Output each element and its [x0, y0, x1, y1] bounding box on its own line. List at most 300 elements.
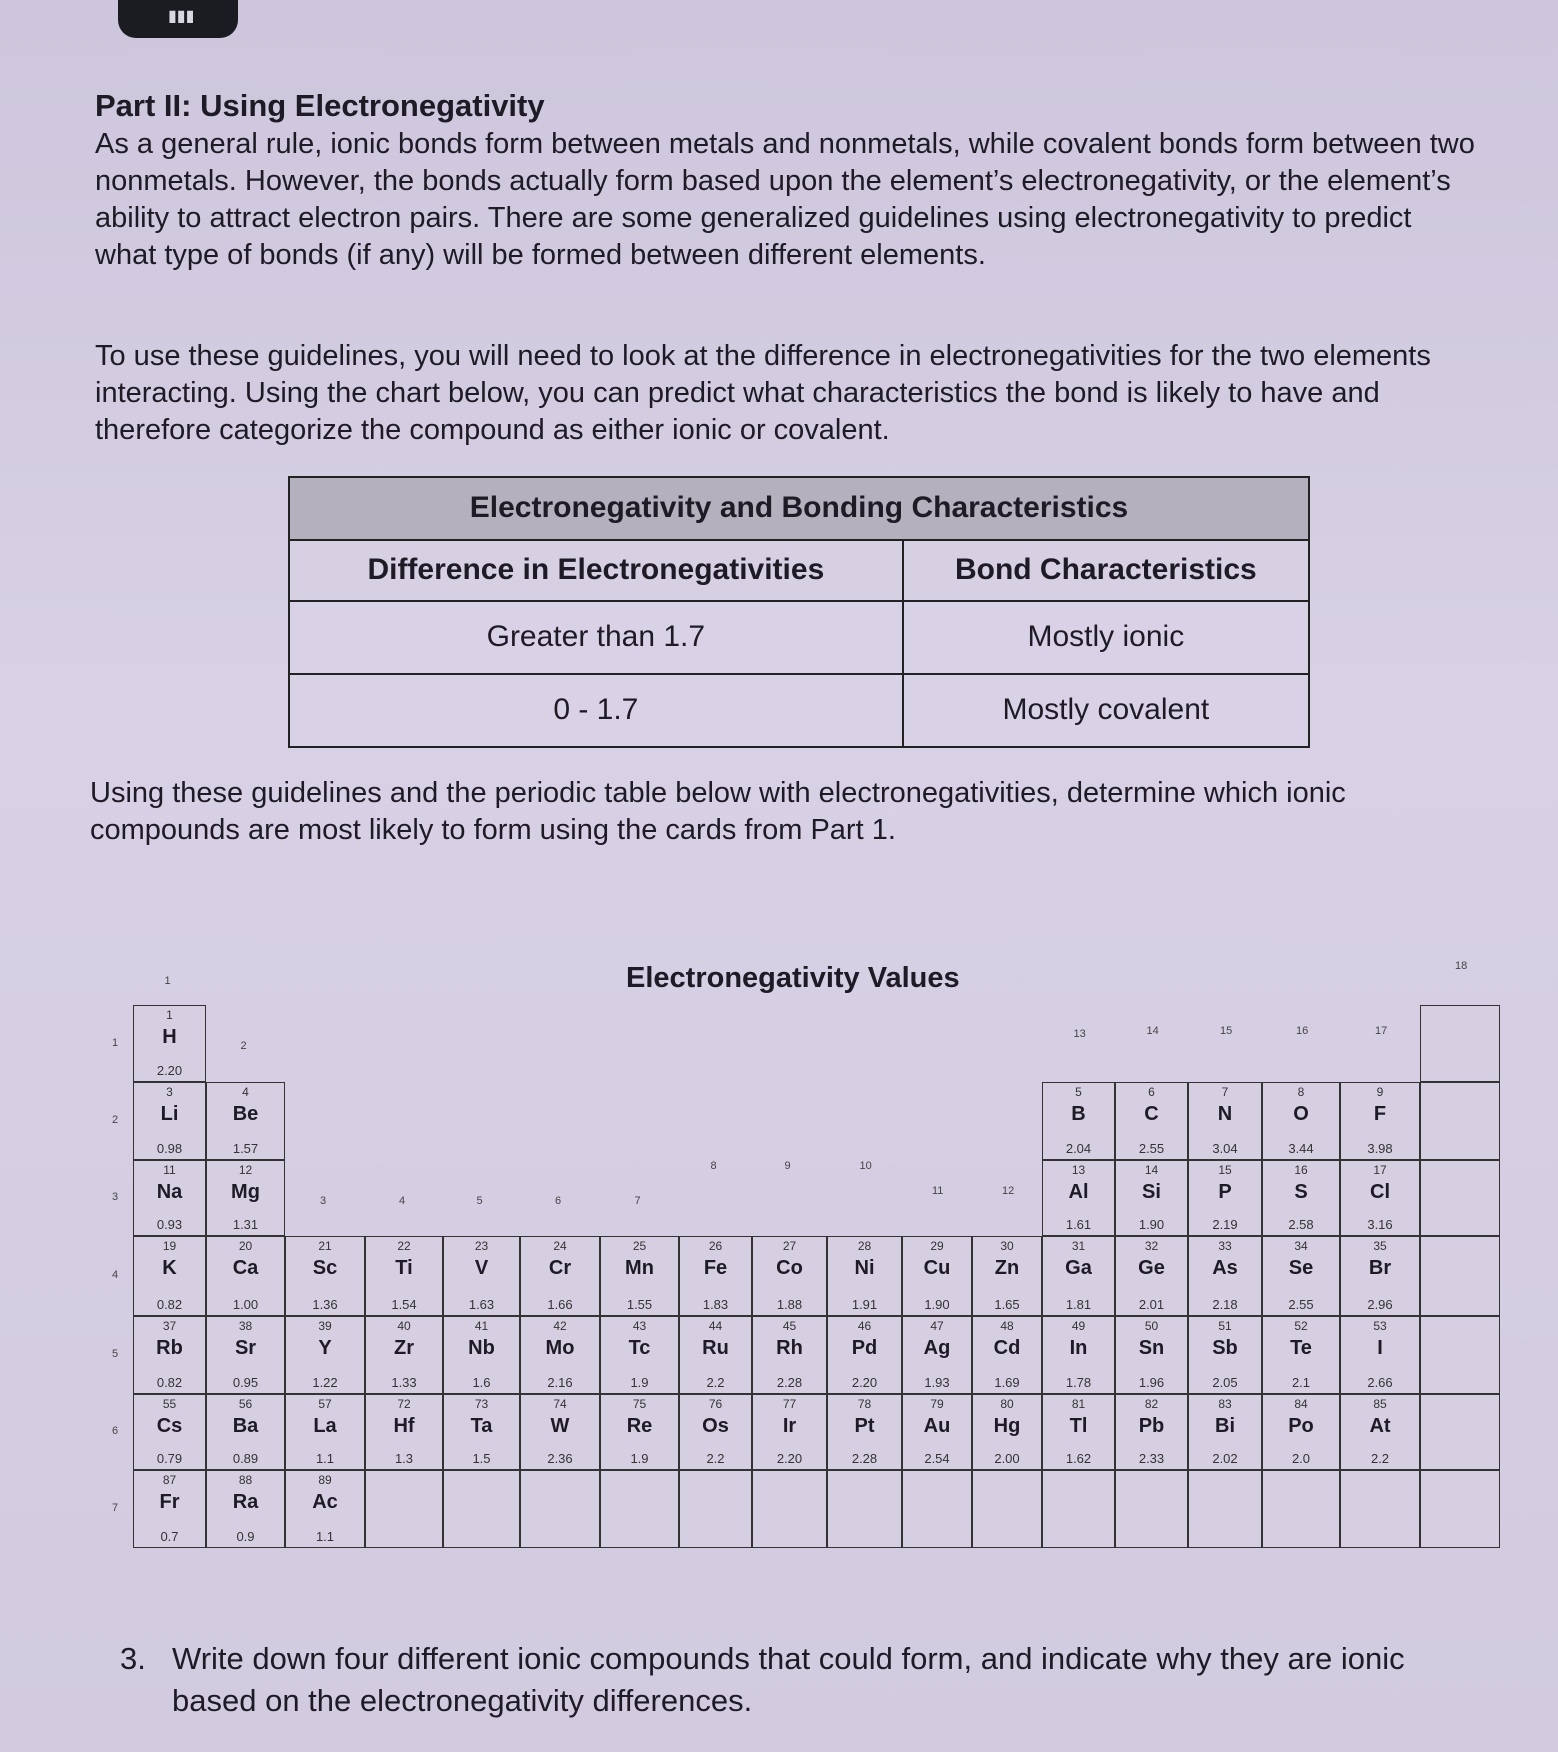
element-electronegativity: 0.82	[156, 1375, 183, 1390]
element-symbol: Co	[776, 1257, 803, 1279]
element-number: 3	[166, 1085, 173, 1099]
empty-cell	[600, 1470, 679, 1548]
element-symbol: Zn	[994, 1257, 1020, 1279]
empty-cell	[1262, 1470, 1340, 1548]
element-number: 55	[162, 1397, 177, 1411]
group-label: 4	[399, 1195, 406, 1207]
element-number: 9	[1376, 1085, 1384, 1099]
element-electronegativity: 2.28	[851, 1451, 878, 1466]
element-electronegativity: 1.62	[1065, 1451, 1092, 1466]
element-number: 79	[930, 1397, 944, 1411]
element-electronegativity: 3.04	[1212, 1141, 1238, 1156]
element-number: 14	[1144, 1163, 1159, 1177]
group-label: 18	[1455, 960, 1468, 972]
element-number: 53	[1373, 1319, 1387, 1333]
element-electronegativity: 0.89	[232, 1451, 259, 1466]
element-cell	[1042, 1236, 1115, 1316]
table-cell: 0 - 1.7	[289, 674, 903, 747]
group-label: 9	[784, 1160, 791, 1172]
element-number: 85	[1373, 1397, 1387, 1411]
element-electronegativity: 0.79	[156, 1451, 183, 1466]
element-symbol: Cr	[548, 1257, 572, 1279]
element-number: 26	[708, 1239, 723, 1253]
element-electronegativity: 2.18	[1212, 1297, 1238, 1312]
group-label: 13	[1073, 1028, 1086, 1040]
element-symbol: Hg	[993, 1415, 1021, 1437]
element-number: 47	[930, 1319, 944, 1333]
element-symbol: Mo	[545, 1337, 575, 1359]
element-cell	[1115, 1160, 1188, 1236]
element-symbol: As	[1212, 1257, 1238, 1279]
element-symbol: P	[1218, 1181, 1232, 1203]
element-number: 43	[632, 1319, 647, 1333]
element-cell	[443, 1316, 520, 1394]
element-electronegativity: 1.78	[1065, 1375, 1092, 1390]
element-electronegativity: 1.57	[232, 1141, 259, 1156]
element-electronegativity: 1.90	[924, 1297, 950, 1312]
element-symbol: Ir	[782, 1415, 797, 1437]
element-electronegativity: 1.6	[472, 1375, 491, 1390]
element-electronegativity: 1.22	[312, 1375, 338, 1390]
element-cell	[1115, 1082, 1188, 1160]
element-symbol: Sr	[234, 1337, 257, 1359]
element-electronegativity: 1.9	[630, 1375, 649, 1390]
element-symbol: Fr	[159, 1491, 180, 1513]
element-symbol: K	[162, 1257, 177, 1279]
element-symbol: Ru	[702, 1337, 729, 1359]
element-cell	[1262, 1316, 1340, 1394]
element-symbol: In	[1069, 1337, 1088, 1359]
element-cell	[1115, 1316, 1188, 1394]
empty-cell	[902, 1470, 972, 1548]
element-electronegativity: 1.54	[391, 1297, 417, 1312]
element-symbol: Bi	[1215, 1415, 1235, 1437]
element-symbol: Cu	[923, 1257, 951, 1279]
element-number: 28	[857, 1239, 872, 1253]
element-number: 5	[1075, 1085, 1082, 1099]
element-cell	[972, 1316, 1042, 1394]
group-label: 11	[932, 1185, 944, 1197]
element-symbol: Ba	[232, 1415, 259, 1437]
empty-cell	[1115, 1470, 1188, 1548]
element-symbol: Mn	[625, 1257, 654, 1279]
element-cell	[206, 1160, 285, 1236]
element-cell	[365, 1236, 443, 1316]
element-number: 83	[1218, 1397, 1232, 1411]
element-cell	[972, 1236, 1042, 1316]
element-cell	[365, 1316, 443, 1394]
element-cell	[285, 1236, 365, 1316]
element-symbol: Ni	[854, 1257, 875, 1279]
element-electronegativity: 2.02	[1212, 1451, 1238, 1466]
element-symbol: Al	[1068, 1181, 1089, 1203]
element-symbol: O	[1293, 1103, 1309, 1125]
element-symbol: Te	[1290, 1337, 1312, 1359]
empty-cell	[1420, 1470, 1500, 1548]
element-electronegativity: 2.00	[994, 1451, 1020, 1466]
element-electronegativity: 2.2	[706, 1375, 725, 1390]
group-label: 12	[1002, 1185, 1015, 1197]
element-number: 33	[1218, 1239, 1232, 1253]
element-number: 81	[1071, 1397, 1086, 1411]
element-number: 20	[238, 1239, 253, 1253]
element-electronegativity: 1.33	[391, 1375, 417, 1390]
element-number: 38	[238, 1319, 253, 1333]
empty-cell	[1188, 1470, 1262, 1548]
element-symbol: Tc	[628, 1337, 651, 1359]
period-label: 5	[112, 1348, 119, 1360]
group-label: 5	[476, 1195, 483, 1207]
element-number: 46	[857, 1319, 872, 1333]
element-number: 89	[318, 1473, 332, 1487]
element-symbol: Re	[626, 1415, 653, 1437]
element-cell	[365, 1394, 443, 1470]
element-number: 12	[238, 1163, 253, 1177]
group-label: 7	[634, 1195, 641, 1207]
element-cell	[285, 1316, 365, 1394]
element-electronegativity: 1.90	[1138, 1217, 1165, 1232]
element-cell	[827, 1394, 902, 1470]
element-number: 52	[1294, 1319, 1308, 1333]
element-cell	[827, 1316, 902, 1394]
element-number: 72	[397, 1397, 411, 1411]
element-symbol: Si	[1142, 1181, 1161, 1203]
element-electronegativity: 1.61	[1065, 1217, 1092, 1232]
element-electronegativity: 2.04	[1065, 1141, 1092, 1156]
element-cell	[1115, 1236, 1188, 1316]
group-label: 10	[859, 1160, 872, 1172]
element-number: 41	[474, 1319, 489, 1333]
element-cell	[206, 1082, 285, 1160]
element-cell	[1042, 1316, 1115, 1394]
period-label: 3	[112, 1191, 119, 1203]
element-electronegativity: 1.88	[776, 1297, 803, 1312]
empty-cell	[1420, 1160, 1500, 1236]
element-cell	[1188, 1236, 1262, 1316]
element-symbol: N	[1217, 1103, 1233, 1125]
section-title: Part II: Using Electronegativity	[95, 88, 545, 123]
element-cell	[1042, 1394, 1115, 1470]
element-cell	[285, 1470, 365, 1548]
element-cell	[133, 1316, 206, 1394]
element-electronegativity: 2.05	[1212, 1375, 1238, 1390]
table-cell: Mostly ionic	[903, 601, 1309, 674]
element-symbol: Sn	[1138, 1337, 1165, 1359]
period-label: 6	[112, 1425, 119, 1437]
group-label: 16	[1296, 1025, 1309, 1037]
element-electronegativity: 1.91	[851, 1297, 878, 1312]
element-electronegativity: 1.66	[547, 1297, 573, 1312]
element-electronegativity: 2.0	[1291, 1451, 1311, 1466]
element-symbol: Na	[156, 1181, 183, 1203]
element-number: 76	[708, 1397, 723, 1411]
element-electronegativity: 0.98	[156, 1141, 183, 1156]
empty-cell	[443, 1470, 520, 1548]
table-cell: Greater than 1.7	[289, 601, 903, 674]
element-symbol: Nb	[468, 1337, 495, 1359]
element-electronegativity: 2.20	[156, 1063, 183, 1078]
element-symbol: F	[1373, 1103, 1387, 1125]
element-cell	[1262, 1236, 1340, 1316]
element-symbol: Sb	[1212, 1337, 1238, 1359]
element-number: 24	[553, 1239, 567, 1253]
element-cell	[206, 1394, 285, 1470]
group-label: 2	[240, 1040, 247, 1052]
element-electronegativity: 2.54	[924, 1451, 950, 1466]
empty-cell	[1420, 1394, 1500, 1470]
element-symbol: Ac	[312, 1491, 338, 1513]
element-electronegativity: 2.01	[1138, 1297, 1165, 1312]
element-symbol: Mg	[231, 1181, 260, 1203]
empty-cell	[1042, 1470, 1115, 1548]
element-symbol: W	[550, 1415, 570, 1437]
element-number: 75	[632, 1397, 647, 1411]
element-symbol: Pt	[854, 1415, 875, 1437]
element-electronegativity: 1.81	[1065, 1297, 1092, 1312]
element-cell	[520, 1394, 600, 1470]
element-number: 1	[166, 1008, 173, 1022]
element-symbol: Sc	[312, 1257, 338, 1279]
element-number: 50	[1144, 1319, 1159, 1333]
element-cell	[520, 1236, 600, 1316]
element-cell	[600, 1394, 679, 1470]
element-number: 11	[163, 1163, 176, 1177]
element-symbol: Cd	[993, 1337, 1021, 1359]
element-number: 32	[1144, 1239, 1159, 1253]
element-number: 35	[1373, 1239, 1387, 1253]
element-symbol: S	[1294, 1181, 1308, 1203]
element-cell	[1188, 1316, 1262, 1394]
element-cell	[133, 1005, 206, 1082]
group-label: 1	[164, 975, 171, 987]
element-electronegativity: 3.98	[1367, 1141, 1393, 1156]
element-electronegativity: 1.83	[702, 1297, 729, 1312]
element-electronegativity: 1.00	[232, 1297, 259, 1312]
element-symbol: Zr	[394, 1337, 414, 1359]
group-label: 17	[1375, 1025, 1388, 1037]
empty-cell	[1420, 1316, 1500, 1394]
element-number: 39	[318, 1319, 332, 1333]
element-number: 51	[1218, 1319, 1232, 1333]
element-cell	[206, 1316, 285, 1394]
element-electronegativity: 0.93	[156, 1217, 183, 1232]
element-number: 23	[474, 1239, 489, 1253]
element-symbol: Ca	[232, 1257, 259, 1279]
element-electronegativity: 0.7	[160, 1529, 179, 1544]
question-text: Write down four different ionic compounds that could form, and indicate why they are ionic based on the electronegativity differences.	[172, 1641, 1405, 1718]
element-electronegativity: 1.31	[232, 1217, 259, 1232]
element-number: 21	[318, 1239, 332, 1253]
period-label: 1	[112, 1036, 119, 1049]
element-symbol: C	[1144, 1103, 1159, 1125]
empty-cell	[1420, 1236, 1500, 1316]
bonding-table-header: Bond Characteristics	[903, 540, 1309, 601]
element-number: 17	[1373, 1163, 1387, 1177]
element-cell	[1115, 1394, 1188, 1470]
element-cell	[1042, 1082, 1115, 1160]
element-number: 87	[162, 1473, 177, 1487]
element-cell	[752, 1236, 827, 1316]
element-symbol: Au	[923, 1415, 951, 1437]
empty-cell	[1420, 1005, 1500, 1082]
element-cell	[1340, 1082, 1420, 1160]
element-number: 37	[162, 1319, 177, 1333]
element-electronegativity: 2.55	[1138, 1141, 1165, 1156]
bonding-table-title: Electronegativity and Bonding Characteristics	[289, 477, 1309, 540]
group-label: 15	[1220, 1025, 1233, 1037]
element-symbol: Rb	[156, 1337, 183, 1359]
empty-cell	[1420, 1082, 1500, 1160]
element-number: 19	[162, 1239, 177, 1253]
element-number: 30	[1000, 1239, 1014, 1253]
element-symbol: Ga	[1065, 1257, 1092, 1279]
element-electronegativity: 1.55	[626, 1297, 653, 1312]
element-number: 22	[397, 1239, 411, 1253]
element-number: 6	[1148, 1085, 1155, 1099]
element-cell	[133, 1394, 206, 1470]
element-electronegativity: 2.55	[1288, 1297, 1314, 1312]
element-symbol: At	[1369, 1415, 1391, 1437]
element-number: 88	[238, 1473, 253, 1487]
element-number: 77	[782, 1397, 797, 1411]
element-electronegativity: 1.93	[924, 1375, 950, 1390]
element-electronegativity: 2.2	[706, 1451, 725, 1466]
element-electronegativity: 0.9	[236, 1529, 255, 1544]
element-symbol: Po	[1288, 1415, 1314, 1437]
element-electronegativity: 2.96	[1367, 1297, 1393, 1312]
empty-cell	[520, 1470, 600, 1548]
element-number: 84	[1294, 1397, 1308, 1411]
element-symbol: Rh	[776, 1337, 803, 1359]
element-number: 25	[632, 1239, 647, 1253]
period-label: 2	[112, 1114, 119, 1126]
battery-icon: ▮▮▮	[168, 6, 195, 25]
element-symbol: I	[1377, 1337, 1383, 1359]
element-symbol: Se	[1288, 1257, 1314, 1279]
element-cell	[1188, 1082, 1262, 1160]
element-number: 57	[318, 1397, 332, 1411]
element-cell	[600, 1236, 679, 1316]
element-number: 74	[553, 1397, 567, 1411]
element-electronegativity: 2.33	[1138, 1451, 1165, 1466]
element-cell	[206, 1470, 285, 1548]
element-symbol: Tl	[1069, 1415, 1088, 1437]
element-cell	[1188, 1160, 1262, 1236]
element-electronegativity: 2.28	[776, 1375, 803, 1390]
element-number: 80	[1000, 1397, 1014, 1411]
element-cell	[752, 1394, 827, 1470]
element-electronegativity: 2.36	[547, 1451, 573, 1466]
element-number: 42	[553, 1319, 567, 1333]
element-number: 8	[1297, 1085, 1305, 1099]
group-label: 3	[320, 1195, 327, 1207]
element-symbol: H	[162, 1026, 177, 1048]
element-cell	[206, 1236, 285, 1316]
element-number: 78	[857, 1397, 872, 1411]
group-label: 6	[555, 1195, 562, 1207]
element-cell	[1262, 1160, 1340, 1236]
element-number: 13	[1071, 1163, 1086, 1177]
element-symbol: Y	[318, 1337, 332, 1359]
element-number: 15	[1218, 1163, 1232, 1177]
element-symbol: Pb	[1138, 1415, 1165, 1437]
element-symbol: Li	[160, 1103, 179, 1125]
empty-cell	[972, 1470, 1042, 1548]
element-symbol: Hf	[393, 1415, 415, 1437]
instructions-paragraph: Using these guidelines and the periodic table below with electronegativities, determine which ionic compounds are most likely to form using the cards from Part 1.	[90, 777, 1346, 846]
element-electronegativity: 2.16	[547, 1375, 573, 1390]
element-symbol: Fe	[703, 1257, 728, 1279]
element-cell	[1340, 1394, 1420, 1470]
element-cell	[133, 1082, 206, 1160]
element-number: 29	[930, 1239, 944, 1253]
bonding-table-header: Difference in Electronegativities	[289, 540, 903, 601]
element-number: 45	[782, 1319, 797, 1333]
element-number: 31	[1071, 1239, 1086, 1253]
element-electronegativity: 1.3	[394, 1451, 414, 1466]
empty-cell	[1340, 1470, 1420, 1548]
element-electronegativity: 1.96	[1138, 1375, 1165, 1390]
element-number: 16	[1294, 1163, 1308, 1177]
element-number: 56	[238, 1397, 253, 1411]
element-symbol: Ge	[1138, 1257, 1165, 1279]
element-number: 34	[1294, 1239, 1308, 1253]
element-cell	[600, 1316, 679, 1394]
element-symbol: V	[474, 1257, 489, 1279]
element-cell	[902, 1236, 972, 1316]
element-number: 27	[782, 1239, 797, 1253]
table-cell: Mostly covalent	[903, 674, 1309, 747]
empty-cell	[752, 1470, 827, 1548]
element-symbol: Cs	[156, 1415, 183, 1437]
element-cell	[133, 1470, 206, 1548]
element-electronegativity: 2.1	[1291, 1375, 1311, 1390]
element-symbol: La	[313, 1415, 337, 1437]
element-symbol: B	[1071, 1103, 1086, 1125]
group-label: 8	[710, 1160, 717, 1172]
element-number: 4	[242, 1085, 249, 1099]
element-number: 7	[1221, 1085, 1229, 1099]
period-label: 4	[112, 1269, 119, 1281]
element-cell	[1042, 1160, 1115, 1236]
element-cell	[133, 1160, 206, 1236]
empty-cell	[365, 1470, 443, 1548]
element-electronegativity: 3.16	[1367, 1217, 1393, 1232]
element-cell	[1262, 1394, 1340, 1470]
element-electronegativity: 1.63	[468, 1297, 495, 1312]
element-symbol: Cl	[1370, 1181, 1390, 1203]
element-symbol: Pd	[851, 1337, 878, 1359]
element-number: 44	[708, 1319, 723, 1333]
element-symbol: Ta	[470, 1415, 493, 1437]
element-cell	[1340, 1316, 1420, 1394]
element-cell	[902, 1394, 972, 1470]
element-cell	[133, 1236, 206, 1316]
intro-paragraph: As a general rule, ionic bonds form between metals and nonmetals, while covalent bonds form between two nonmetals. However, the bonds actually form based upon the element’s electronegativity, or the element’s ability to attract electron pairs. There are some generalized guidelines using electronegativity to predict what type of bonds (if any) will be formed between different elements.	[95, 128, 1475, 271]
element-cell	[679, 1316, 752, 1394]
element-symbol: Ra	[232, 1491, 259, 1513]
element-electronegativity: 3.44	[1288, 1141, 1314, 1156]
period-label: 7	[112, 1502, 119, 1514]
element-cell	[902, 1316, 972, 1394]
element-cell	[1262, 1082, 1340, 1160]
element-cell	[972, 1394, 1042, 1470]
element-electronegativity: 2.20	[851, 1375, 878, 1390]
element-electronegativity: 1.1	[315, 1529, 335, 1544]
element-electronegativity: 0.95	[232, 1375, 259, 1390]
element-electronegativity: 2.2	[1370, 1451, 1390, 1466]
element-cell	[520, 1316, 600, 1394]
